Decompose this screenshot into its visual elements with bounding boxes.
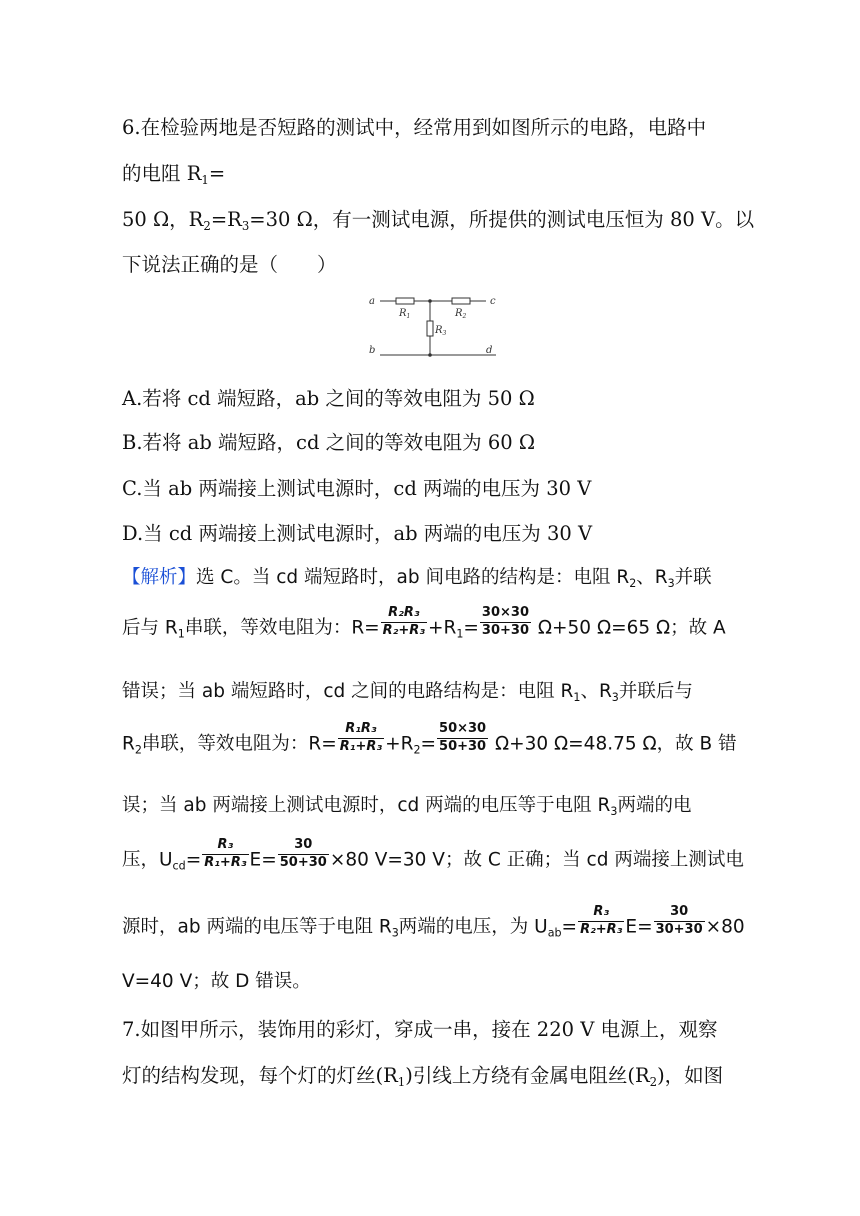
fraction-r1r3: $\frac{\text{R₁R₃}}{\text{R₁+R₃}}$	[339, 721, 383, 754]
question-6-line-2: 的电阻 $R_1=$	[122, 162, 226, 188]
question-6-line-1: 6.在检验两地是否短路的测试中，经常用到如图所示的电路，电路中	[122, 116, 707, 139]
option-c: C.当 ab 两端接上测试电源时，cd 两端的电压为 30 V	[122, 477, 592, 500]
solution-line-2: 后与 $R_1$串联，等效电阻为：R= $\frac{\text{R₂R₃}}{\text{R₂+R₃}}$ $+R_1=$ $\frac{30\times 30}{30+30}$ Ω+50 Ω=65 Ω；故 A	[122, 605, 726, 641]
fraction-r3-over-r1r3: $\frac{\text{R₃}}{\text{R₁+R₃}}$	[204, 837, 247, 870]
fraction-r2r3: $\frac{\text{R₂R₃}}{\text{R₂+R₃}}$	[382, 605, 425, 638]
resistor-r1	[396, 298, 414, 304]
fraction-r3-over-r2r3: $\frac{\text{R₃}}{\text{R₂+R₃}}$	[580, 904, 623, 937]
circuit-diagram	[366, 292, 506, 362]
solution-line-8: V=40 V；故 D 错误。	[122, 971, 311, 992]
resistor-r3	[427, 321, 433, 336]
label-r3: $R_3$	[435, 325, 447, 337]
fraction-50x30: $\frac{50\times 30}{50+30}$	[439, 721, 487, 754]
label-r1: $R_1$	[399, 308, 411, 320]
label-r2: $R_2$	[455, 308, 467, 320]
solution-tag: 【解析】	[122, 567, 197, 588]
terminal-b: b	[369, 345, 376, 356]
terminal-c: c	[490, 296, 496, 307]
fraction-30-over-80: $\frac{30}{50+30}$	[279, 837, 327, 870]
resistor-r2	[452, 298, 470, 304]
solution-line-3: 错误；当 ab 端短路时，cd 之间的电路结构是：电阻 $R_1$、$R_3$并联后与	[122, 681, 693, 704]
terminal-a: a	[369, 296, 375, 307]
option-a: A.若将 cd 端短路，ab 之间的等效电阻为 50 Ω	[122, 387, 535, 410]
solution-line-5: 误；当 ab 两端接上测试电源时，cd 两端的电压等于电阻 $R_3$两端的电	[122, 795, 692, 818]
fraction-30x30: $\frac{30\times 30}{30+30}$	[481, 605, 529, 638]
solution-line-4: $R_2$串联，等效电阻为：R= $\frac{\text{R₁R₃}}{\text{R₁+R₃}}$ $+R_2=$ $\frac{50\times 30}{50+30}$ Ω+30 Ω=48.75 Ω，故 B 错	[122, 721, 737, 757]
option-d: D.当 cd 两端接上测试电源时，ab 两端的电压为 30 V	[122, 522, 593, 545]
question-7-line-2: 灯的结构发现，每个灯的灯丝$(R_1)$引线上方绕有金属电阻丝$(R_2)$，如图	[122, 1064, 724, 1090]
solution-line-1: 【解析】选 C。当 cd 端短路时，ab 间电路的结构是：电阻 $R_2$、$R_3$并联	[122, 567, 712, 590]
question-6-line-3: 50 Ω，$R_2=R_3=30$ Ω，有一测试电源，所提供的测试电压恒为 80 V。以	[122, 208, 755, 234]
question-6-line-4: 下说法正确的是（ ）	[122, 253, 337, 276]
terminal-d: d	[486, 345, 493, 356]
question-7-line-1: 7.如图甲所示，装饰用的彩灯，穿成一串，接在 220 V 电源上，观察	[122, 1018, 718, 1041]
fraction-30-over-60: $\frac{30}{30+30}$	[655, 904, 703, 937]
solution-line-6: 压，$U_{cd}=$ $\frac{\text{R₃}}{\text{R₁+R₃}}$ E= $\frac{30}{50+30}$ ×80 V=30 V；故 C 正确；当 cd 两端接上测试电	[122, 837, 744, 873]
solution-line-7: 源时，ab 两端的电压等于电阻 $R_3$两端的电压，为 $U_{ab}=$ $\frac{\text{R₃}}{\text{R₂+R₃}}$ E= $\frac{30}{30+30}$ ×80	[122, 904, 745, 940]
junction-bottom	[428, 353, 432, 357]
option-b: B.若将 ab 端短路，cd 之间的等效电阻为 60 Ω	[122, 431, 536, 454]
junction-top	[428, 299, 432, 303]
